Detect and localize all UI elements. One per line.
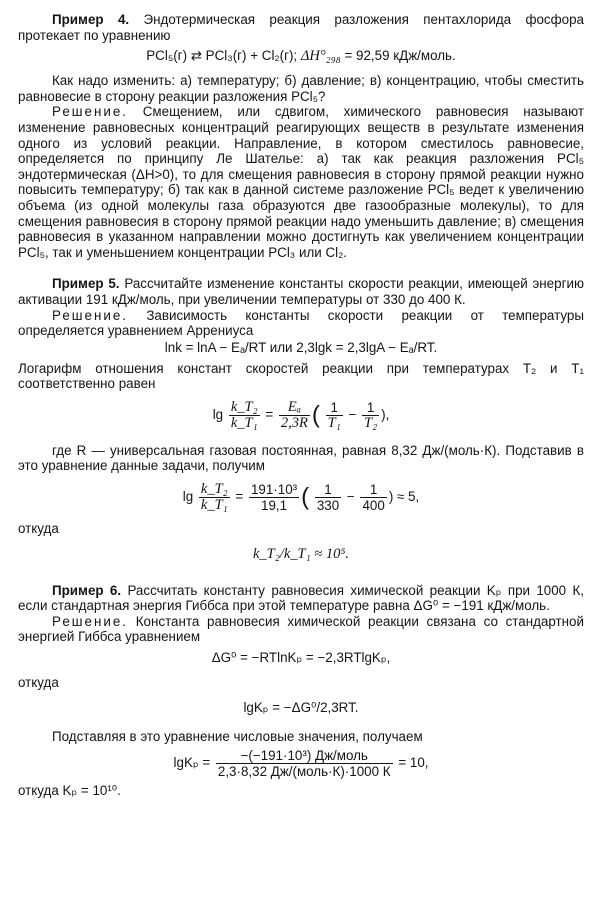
- example4-heading: Пример 4.: [52, 12, 130, 27]
- eq2-ratio-den: k_T₁: [200, 497, 228, 514]
- example4-paragraph: [18, 12, 584, 43]
- eq2-coef-den: 19,1: [261, 498, 288, 514]
- example5-arrhenius: lnk = lnA − Eₐ/RT или 2,3lgk = 2,3lgA − Eₐ/RT.: [164, 339, 438, 355]
- eq2-b: [360, 482, 386, 513]
- eq2-coef: [249, 482, 299, 513]
- eq1-coef-den: 2,3R: [280, 414, 308, 431]
- example5-gas-text: где R — универсальная газовая постоянная, равная 8,32 Дж/(моль·К). Подставив в это уравнение данные задачи, получим: [18, 442, 584, 474]
- eq1-t2-den: T₂: [364, 414, 378, 431]
- example6-paragraph: [18, 583, 584, 614]
- eq1-ratio-num: k_T₂: [230, 398, 258, 415]
- eq2-ratio-num: k_T₂: [200, 481, 228, 498]
- example5-solution-label: Решение.: [52, 307, 129, 323]
- example6-solution-label: Решение.: [52, 613, 129, 629]
- example5-whence: откуда: [18, 521, 59, 537]
- example6-solution-text: Константа равновесия химической реакции связана со стандартной энергией Гиббса уравнением: [18, 613, 584, 645]
- example5-ratio-text: Логарифм отношения констант скоростей реакции при температурах T₂ и T₁ соответственно равен: [18, 360, 584, 392]
- eq1-t2: [362, 400, 379, 431]
- eq1-t1-num: 1: [326, 400, 343, 416]
- eq1-rate-ratio: [229, 400, 260, 431]
- eq3-fraction: [216, 748, 393, 779]
- example6-equation-2: lgKₚ = −ΔG⁰/2,3RT.: [243, 699, 359, 715]
- example4-equation: [18, 47, 584, 65]
- example6-intro: Рассчитать константу равновесия химической реакции Kₚ при 1000 К, если стандартная энергия Гиббса при этой температуре равна ΔG⁰ = −191 кДж/моль.: [18, 582, 584, 614]
- example6-final: откуда Kₚ = 10¹⁰.: [18, 783, 121, 799]
- example5-solution-text: Зависимость константы скорости реакции от температуры определяется уравнением Аррениуса: [18, 307, 584, 339]
- example5-heading: Пример 5.: [52, 276, 120, 292]
- eq3-num: −(−191·10³) Дж/моль: [216, 748, 393, 764]
- example5-solution: [18, 308, 584, 339]
- example4-solution-text: Смещением, или сдвигом, химического равновесия называют изменение равновесных концентраций реагирующих веществ в результате изменения одного из условий реакции. Направление, в котором сместилось равновесие, определяется по принципу Ле Шателье: а) так как реакция разложения PCl₅ эндотермическая (ΔH>0), то для смещения равновесия в сторону прямой реакции нужно повысить температуру; б) так как в данной системе разложение PCl₅ ведет к увеличению объема (из одной молекулы газа образуются две газообразные молекулы), то для смещения равновесия в сторону прямой реакции надо уменьшить давление; в) смещения равновесия в указанном направлении можно достигнуть как увеличением концентрации PCl₅, так и уменьшением концентрации PCl₃ или Cl₂.: [18, 104, 584, 260]
- eq1-lg: lg: [212, 406, 224, 422]
- eq2-result: ) ≈ 5,: [388, 489, 420, 505]
- eq3-result: = 10,: [398, 755, 429, 771]
- example4-equation-right: = 92,59 кДж/моль.: [340, 48, 456, 64]
- example6-solution: [18, 614, 584, 645]
- eq1-coef-num: Eₐ: [279, 400, 310, 416]
- eq1-ratio-den: k_T₁: [230, 414, 258, 431]
- eq1-t1: [326, 400, 343, 431]
- example4-question: Как надо изменить: а) температуру; б) давление; в) концентрацию, чтобы сместить равновесие в сторону реакции разложения PCl₅?: [18, 73, 584, 104]
- eq2-rate-ratio: [199, 482, 230, 513]
- example6-heading: Пример 6.: [52, 582, 122, 598]
- example4-solution: [18, 104, 584, 260]
- example6-substitute-text: Подставляя в это уравнение числовые значения, получаем: [52, 728, 423, 744]
- textbook-page: [18, 12, 584, 799]
- eq2-b-num: 1: [360, 482, 386, 498]
- example6-equation-1: ΔG⁰ = −RTlnKₚ = −2,3RTlgKₚ,: [211, 650, 391, 666]
- eq2-a: [315, 482, 341, 513]
- example5-intro: Рассчитайте изменение константы скорости реакции, имеющей энергию активации 191 кДж/моль, при увеличении температуры от 330 до 400 К.: [18, 276, 584, 307]
- eq2-a-num: 1: [315, 482, 341, 498]
- example6-whence: откуда: [18, 675, 59, 691]
- eq2-b-den: 400: [362, 498, 385, 514]
- example6-equation-3: [18, 748, 584, 779]
- example4-equation-dh: ΔH°₂₉₈: [300, 48, 341, 65]
- eq1-t2-num: 1: [362, 400, 379, 416]
- example5-paragraph: [18, 276, 584, 307]
- example4-intro: Эндотермическая реакция разложения пентахлорида фосфора протекает по уравнению: [18, 12, 584, 43]
- example5-equation-1: lg $\frac{\text{k\_T₂}}{\text{k\_T₁}}$ = $\frac{\text{Eₐ}}{2,3R}$ ( $\frac{1}{\text{T₁}}$ − $\frac{1}{\text{T₂}}$ ),: [212, 398, 390, 431]
- example5-equation-2: lg $\frac{\text{k\_T₂}}{\text{k\_T₁}}$ = $\frac{\text{191·10³}}{19,1}$ ( $\frac{1}{330}$ − $\frac{1}{400}$ ) ≈ 5,: [182, 481, 420, 514]
- eq1-tail: ),: [381, 406, 390, 422]
- eq1-t1-den: T₁: [327, 414, 341, 431]
- eq3-den: 2,3·8,32 Дж/(моль·К)·1000 К: [217, 764, 391, 780]
- example4-equation-left: PCl₅(г) ⇄ PCl₃(г) + Cl₂(г);: [146, 48, 301, 64]
- example5-equation-3: k_T₂/k_T₁ ≈ 10⁵.: [253, 545, 349, 562]
- eq2-a-den: 330: [316, 498, 340, 514]
- example4-solution-label: Решение.: [52, 104, 129, 120]
- eq1-coef: [279, 400, 310, 431]
- eq2-coef-num: 191·10³: [250, 482, 298, 498]
- eq3-lhs: lgKₚ =: [173, 755, 211, 771]
